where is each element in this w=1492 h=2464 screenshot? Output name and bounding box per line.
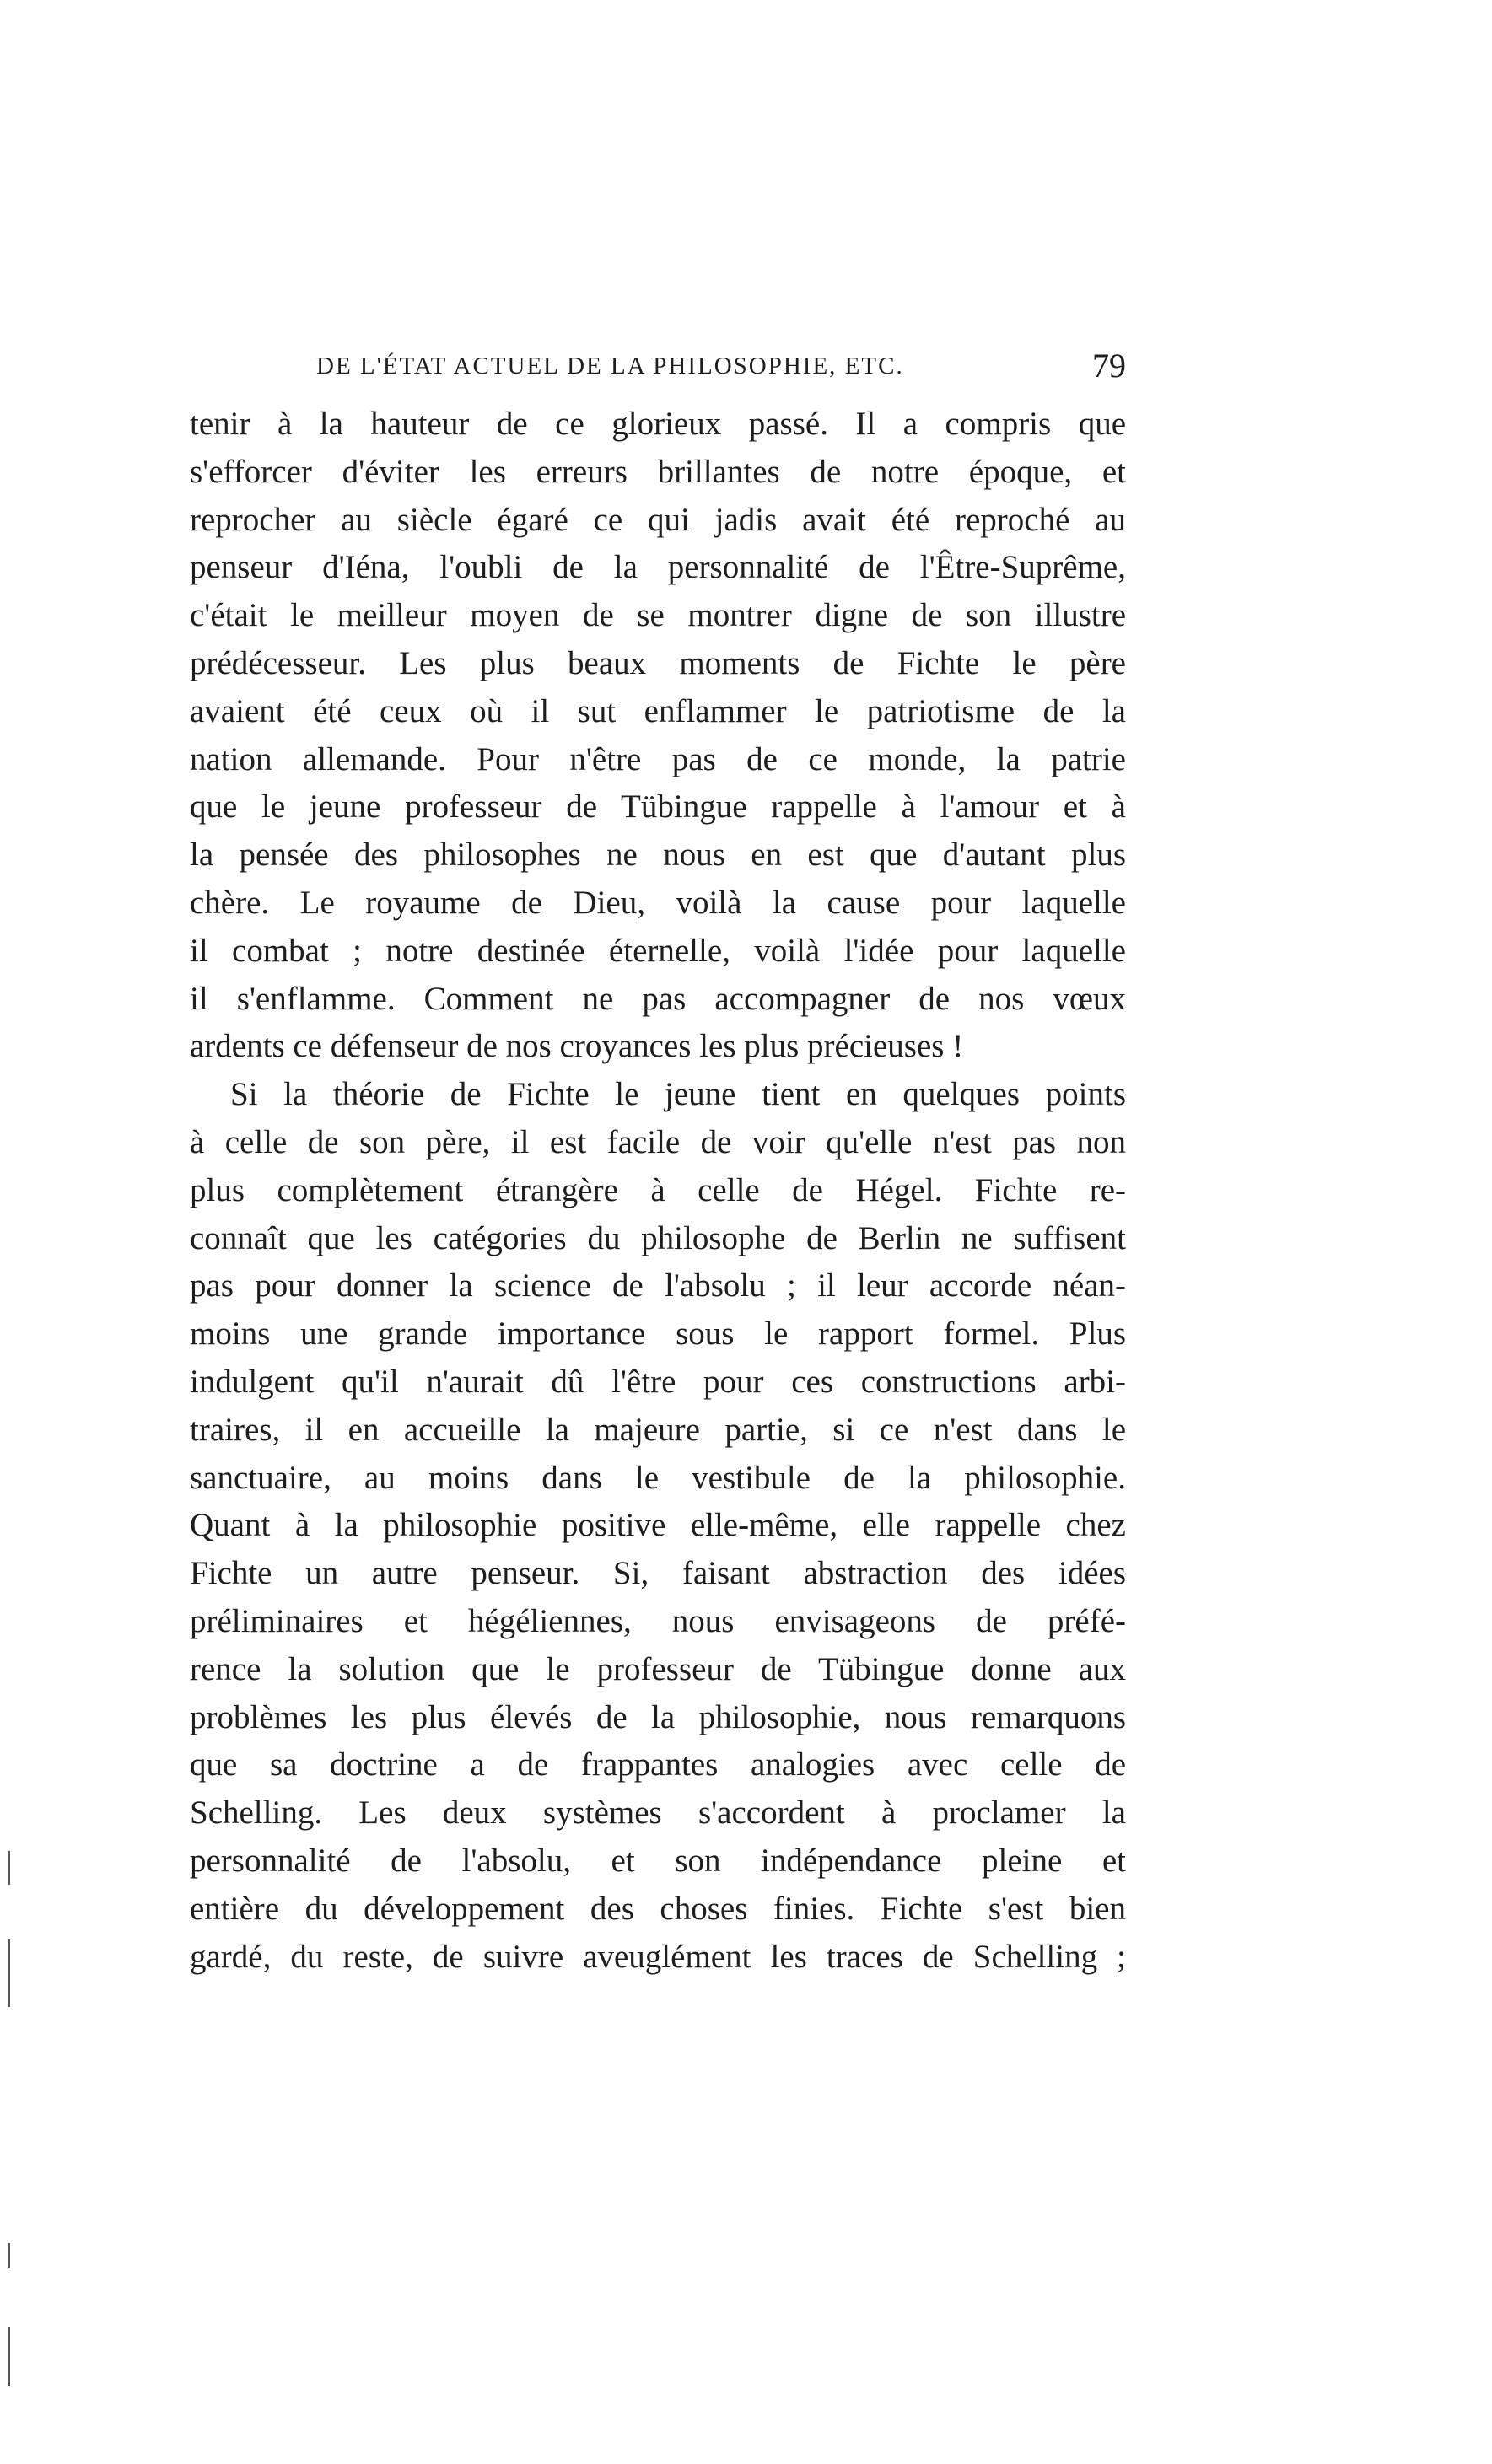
text-line: il combat ; notre destinée éternelle, voilà l'idée pour laquelle <box>190 932 1126 969</box>
text-line: traires, il en accueille la majeure partie, si ce n'est dans le <box>190 1411 1126 1448</box>
paragraph <box>190 401 1126 1071</box>
text-line: s'efforcer d'éviter les erreurs brillantes de notre époque, et <box>190 453 1126 490</box>
running-title: DE L'ÉTAT ACTUEL DE LA PHILOSOPHIE, ETC. <box>316 352 904 379</box>
scan-margin-mark <box>8 2327 10 2386</box>
text-line: prédécesseur. Les plus beaux moments de Fichte le père <box>190 644 1126 681</box>
text-line: penseur d'Iéna, l'oubli de la personnalité de l'Être-Suprême, <box>190 549 1126 586</box>
body-text <box>190 401 1126 1981</box>
text-line: que le jeune professeur de Tübingue rappelle à l'amour et à <box>190 788 1126 826</box>
text-line: tenir à la hauteur de ce glorieux passé. Il a compris que <box>190 406 1126 442</box>
text-line: moins une grande importance sous le rapport formel. Plus <box>190 1315 1126 1353</box>
text-line: gardé, du reste, de suivre aveuglément les traces de Schelling ; <box>190 1938 1126 1975</box>
text-line: connaît que les catégories du philosophe de Berlin ne suffisent <box>190 1219 1126 1256</box>
text-line: la pensée des philosophes ne nous en est que d'autant plus <box>190 837 1126 874</box>
text-line: entière du développement des choses finies. Fichte s'est bien <box>190 1890 1126 1927</box>
text-line: Quant à la philosophie positive elle-même, elle rappelle chez <box>190 1507 1126 1544</box>
text-line: personnalité de l'absolu, et son indépendance pleine et <box>190 1842 1126 1879</box>
text-line: Schelling. Les deux systèmes s'accordent à proclamer la <box>190 1794 1126 1832</box>
page-number: 79 <box>1092 347 1126 385</box>
page-header <box>316 346 1126 388</box>
text-line: préliminaires et hégéliennes, nous envisageons de préfé- <box>190 1602 1126 1639</box>
text-line: pas pour donner la science de l'absolu ; il leur accorde néan- <box>190 1267 1126 1305</box>
paragraph <box>190 1071 1126 1981</box>
text-line: indulgent qu'il n'aurait dû l'être pour ces constructions arbi- <box>190 1363 1126 1400</box>
text-line: sanctuaire, au moins dans le vestibule de la philosophie. <box>190 1459 1126 1496</box>
text-line: plus complètement étrangère à celle de Hégel. Fichte re- <box>190 1171 1126 1208</box>
text-line: il s'enflamme. Comment ne pas accompagner de nos vœux <box>190 980 1126 1017</box>
text-line: rence la solution que le professeur de Tübingue donne aux <box>190 1650 1126 1687</box>
text-line: ardents ce défenseur de nos croyances les plus précieuses ! <box>190 1028 964 1065</box>
text-line: Fichte un autre penseur. Si, faisant abstraction des idées <box>190 1555 1126 1592</box>
text-line: que sa doctrine a de frappantes analogies avec celle de <box>190 1746 1126 1783</box>
text-line: c'était le meilleur moyen de se montrer digne de son illustre <box>190 597 1126 634</box>
text-line: reprocher au siècle égaré ce qui jadis avait été reproché au <box>190 501 1126 538</box>
text-line: problèmes les plus élevés de la philosophie, nous remarquons <box>190 1698 1126 1735</box>
scan-margin-mark <box>8 1851 10 1885</box>
text-line: nation allemande. Pour n'être pas de ce monde, la patrie <box>190 740 1126 777</box>
scan-margin-mark <box>8 2243 10 2268</box>
text-line: Si la théorie de Fichte le jeune tient en quelques points <box>230 1076 1126 1113</box>
text-line: avaient été ceux où il sut enflammer le patriotisme de la <box>190 692 1126 729</box>
text-line: à celle de son père, il est facile de voir qu'elle n'est pas non <box>190 1123 1126 1160</box>
text-line: chère. Le royaume de Dieu, voilà la cause pour laquelle <box>190 884 1126 921</box>
scan-margin-mark <box>8 1939 10 2007</box>
